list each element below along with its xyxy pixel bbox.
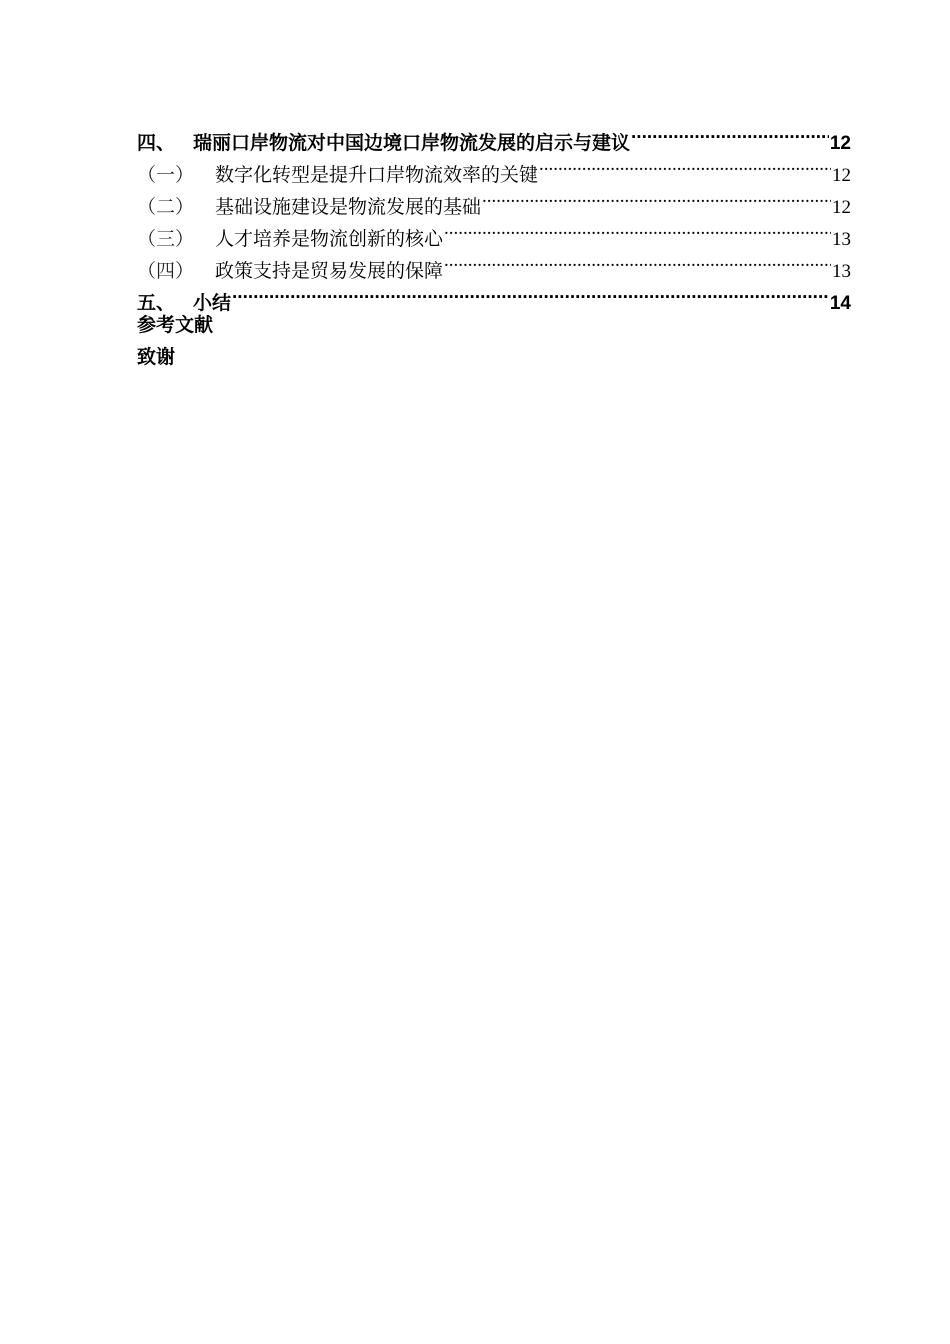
toc-entry-page: 13 xyxy=(832,229,851,250)
toc-entry-title: 小结 xyxy=(193,292,232,314)
toc-entry-number: 五、 xyxy=(137,292,176,314)
toc-entry-number: （一） xyxy=(137,164,195,186)
toc-dot-leader xyxy=(631,117,829,149)
toc-entry-page: 12 xyxy=(829,133,851,154)
toc-dot-leader xyxy=(482,181,831,213)
toc-entry-title: 数字化转型是提升口岸物流效率的关键 xyxy=(215,164,539,186)
table-of-contents xyxy=(137,117,851,373)
toc-entry-references[interactable]: 参考文献 xyxy=(137,314,214,336)
toc-entry-page: 12 xyxy=(832,197,851,218)
toc-entry-page: 14 xyxy=(829,293,851,314)
toc-entry-number: （二） xyxy=(137,196,195,218)
toc-entry-section-4[interactable] xyxy=(137,117,851,154)
toc-entry-number: （三） xyxy=(137,228,195,250)
toc-dot-leader xyxy=(539,149,831,181)
toc-entry-title: 基础设施建设是物流发展的基础 xyxy=(215,196,482,218)
toc-entry-number: 四、 xyxy=(137,132,176,154)
toc-entry-title: 人才培养是物流创新的核心 xyxy=(215,228,444,250)
toc-entry-number: （四） xyxy=(137,260,195,282)
toc-entry-page: 13 xyxy=(832,261,851,282)
toc-entry-section-5[interactable] xyxy=(137,277,851,314)
toc-entry-title: 瑞丽口岸物流对中国边境口岸物流发展的启示与建议 xyxy=(193,132,631,154)
toc-entry-acknowledgements[interactable]: 致谢 xyxy=(137,346,176,368)
toc-entry-page: 12 xyxy=(832,165,851,186)
toc-dot-leader xyxy=(232,277,829,309)
toc-dot-leader xyxy=(444,213,831,245)
toc-dot-leader xyxy=(444,245,831,277)
toc-entry-title: 政策支持是贸易发展的保障 xyxy=(215,260,444,282)
